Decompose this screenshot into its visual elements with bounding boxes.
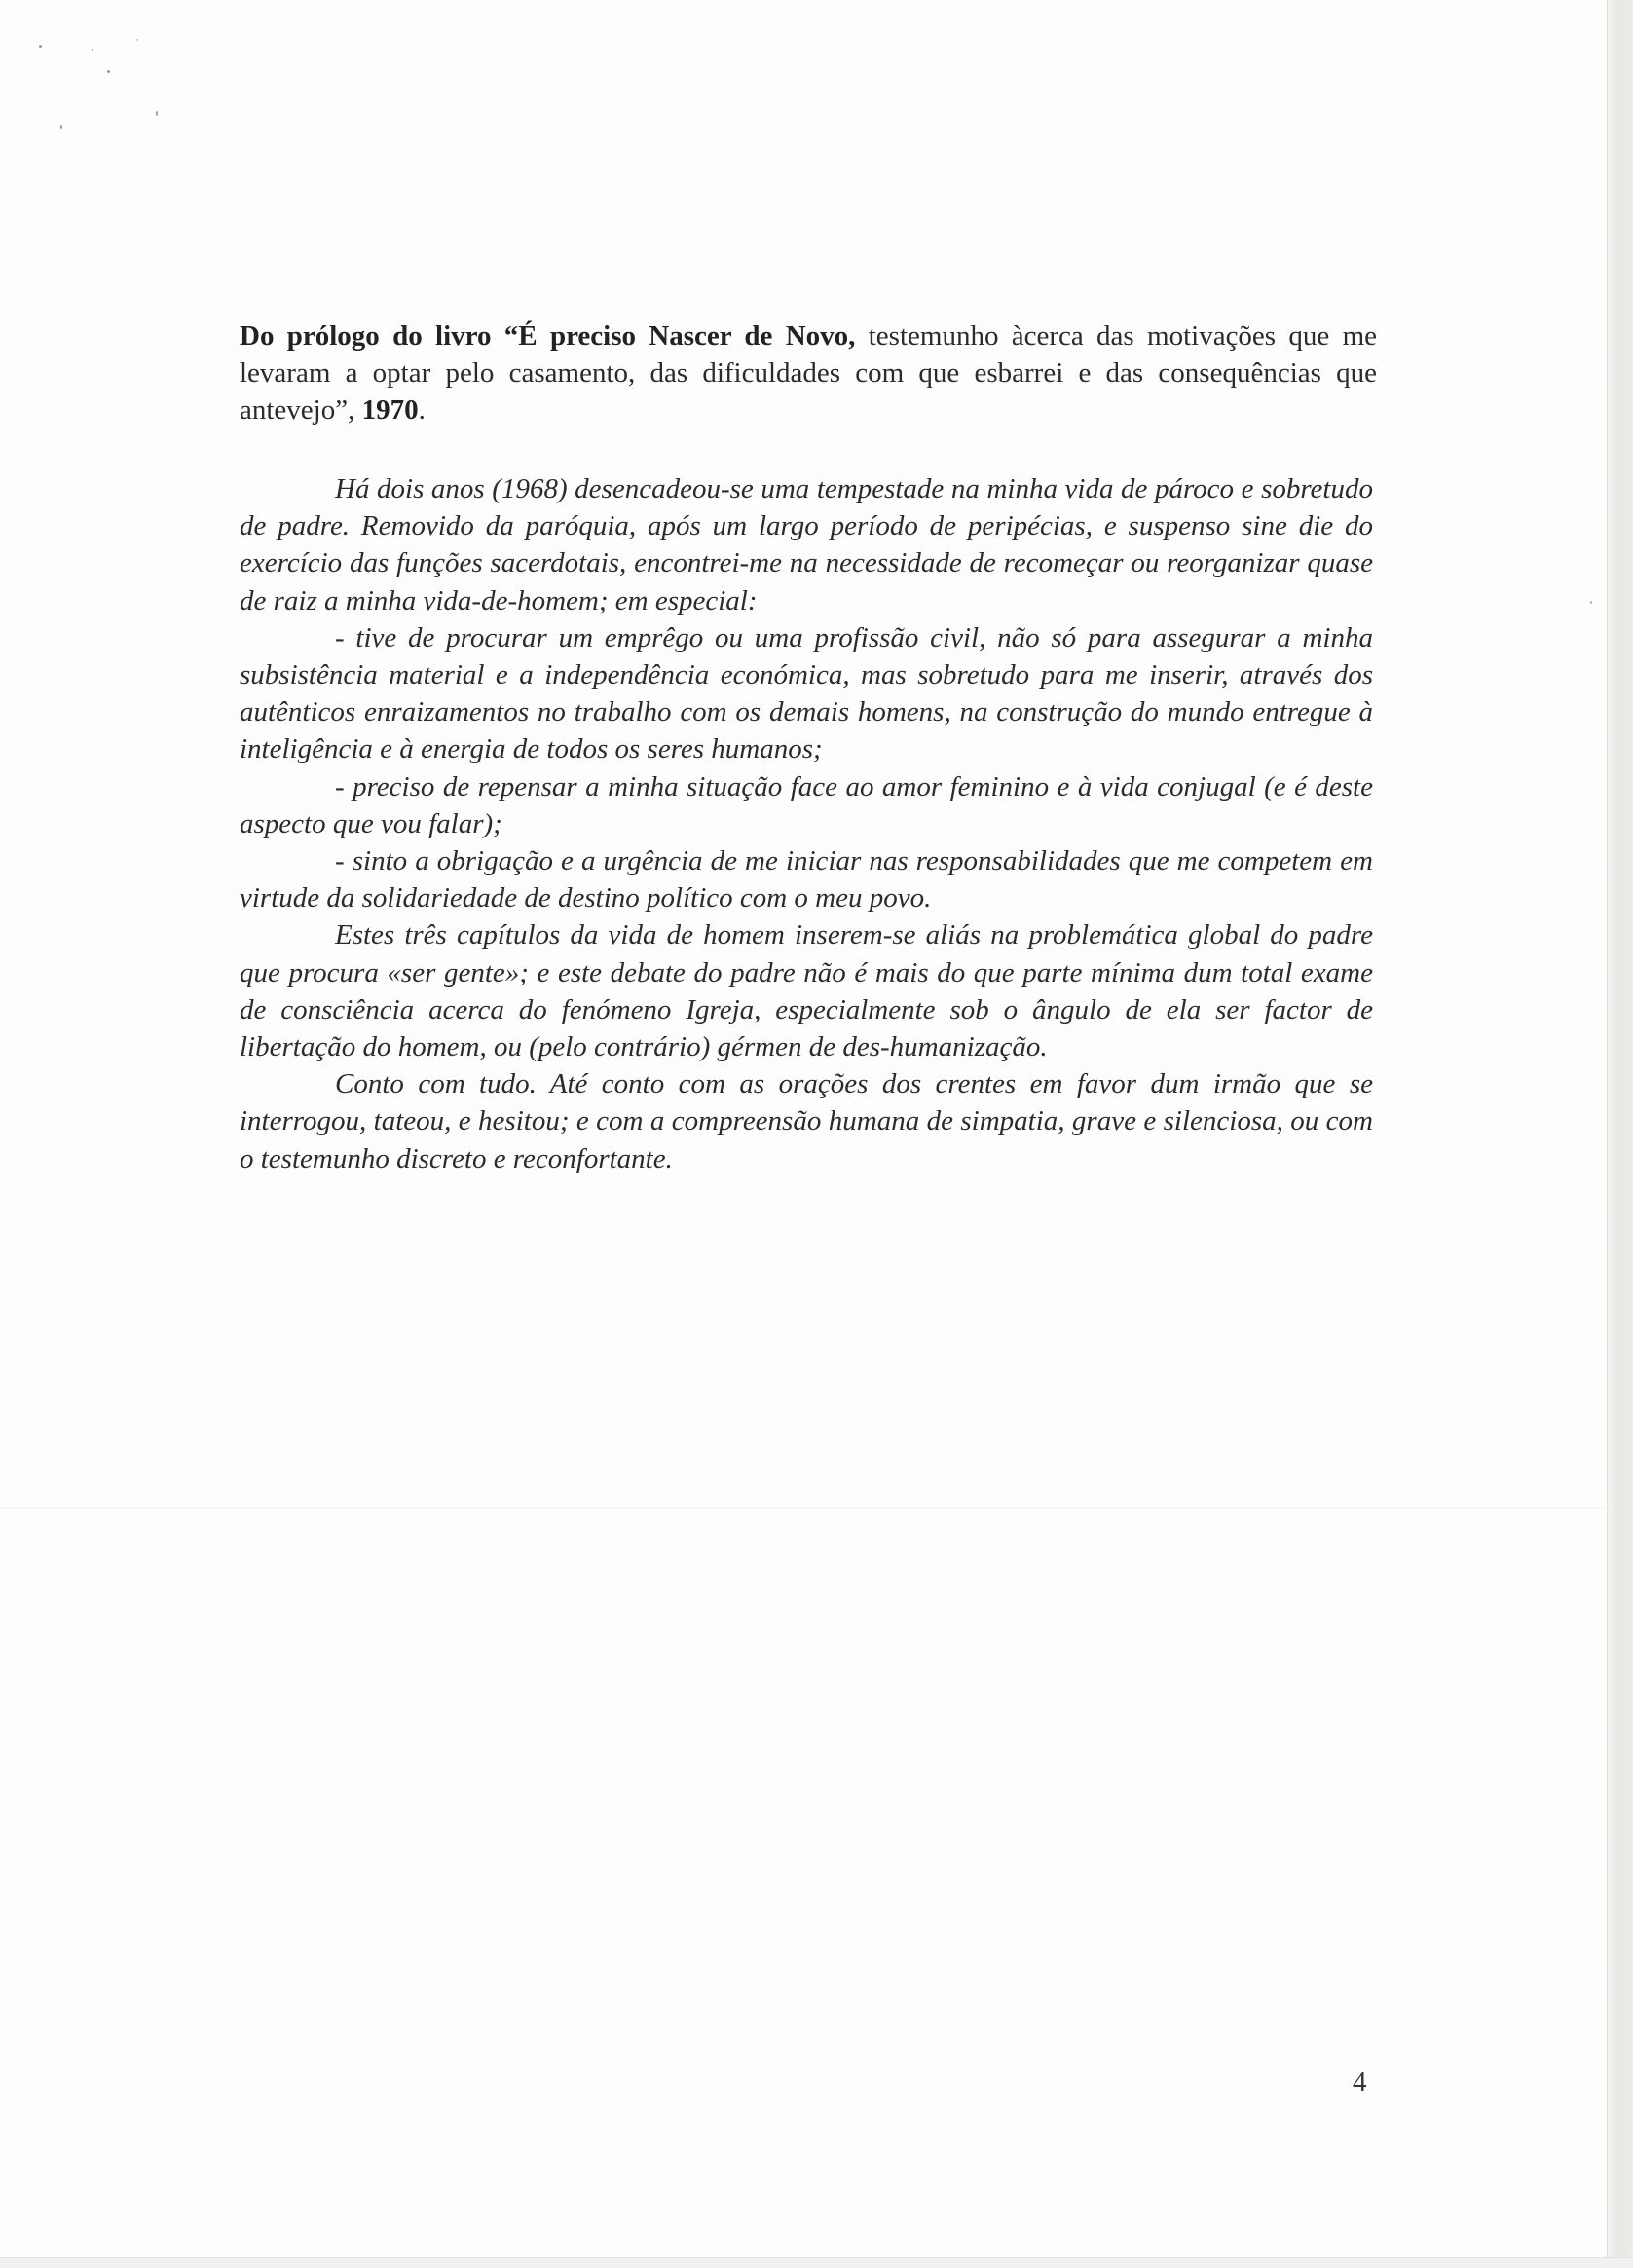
scan-bottom-edge <box>0 2257 1633 2268</box>
paragraph-1: Há dois anos (1968) desencadeou-se uma tempestade na minha vida de pároco e sobretudo de padre. Removido da paróquia, após um largo período de peripécias, e suspenso sine die do exercício das funções sacerdotais, encontrei-me na necessidade de recomeçar ou reorganizar quase de raiz a minha vida-de-homem; em especial: <box>240 473 1373 616</box>
paragraph-3: - preciso de repensar a minha situação face ao amor feminino e à vida conjugal (e é deste aspecto que vou falar); <box>240 770 1373 839</box>
paragraph-4: - sinto a obrigação e a urgência de me iniciar nas responsabilidades que me competem em virtude da solidariedade de destino político com o meu povo. <box>240 845 1373 914</box>
scan-speck <box>92 49 93 51</box>
intro-text: testemunho àcerca das motivações que me levaram a optar pelo casamento, das dificuldades com que esbarrei e das consequências que antevejo”, <box>240 320 1377 426</box>
intro-year: 1970 <box>361 394 419 426</box>
intro-paragraph <box>240 317 1377 428</box>
scan-speck <box>107 70 110 73</box>
intro-bold-lead: Do prólogo do livro “É preciso Nascer de Novo, <box>240 320 856 352</box>
intro-end: . <box>418 394 426 426</box>
paper-fold-line <box>0 1507 1608 1509</box>
scan-speck <box>156 111 158 116</box>
scan-speck <box>1590 601 1592 604</box>
page-number: 4 <box>1353 2066 1367 2098</box>
paragraph-5: Estes três capítulos da vida de homem inserem-se aliás na problemática global do padre que procura «ser gente»; e este debate do padre não é mais do que parte mínima dum total exame de consciência acerca do fenómeno Igreja, especialmente sob o ângulo de ela ser factor de libertação do homem, ou (pelo contrário) gérmen de des-humanização. <box>240 919 1373 1063</box>
scan-speck <box>60 125 62 129</box>
scan-speck <box>39 45 42 48</box>
scan-speck <box>136 39 138 41</box>
paragraph-2: - tive de procurar um emprêgo ou uma profissão civil, não só para assegurar a minha subsistência material e a independência económica, mas sobretudo para me inserir, através dos autênticos enraizamentos no trabalho com os demais homens, na construção do mundo entregue à inteligência e à energia de todos os seres humanos; <box>240 621 1373 765</box>
prologue-excerpt <box>240 470 1373 1177</box>
scan-right-edge <box>1607 0 1633 2268</box>
paragraph-6: Conto com tudo. Até conto com as orações dos crentes em favor dum irmão que se interrogou, tateou, e hesitou; e com a compreensão humana de simpatia, grave e silenciosa, ou com o testemunho discreto e reconfortante. <box>240 1068 1373 1174</box>
